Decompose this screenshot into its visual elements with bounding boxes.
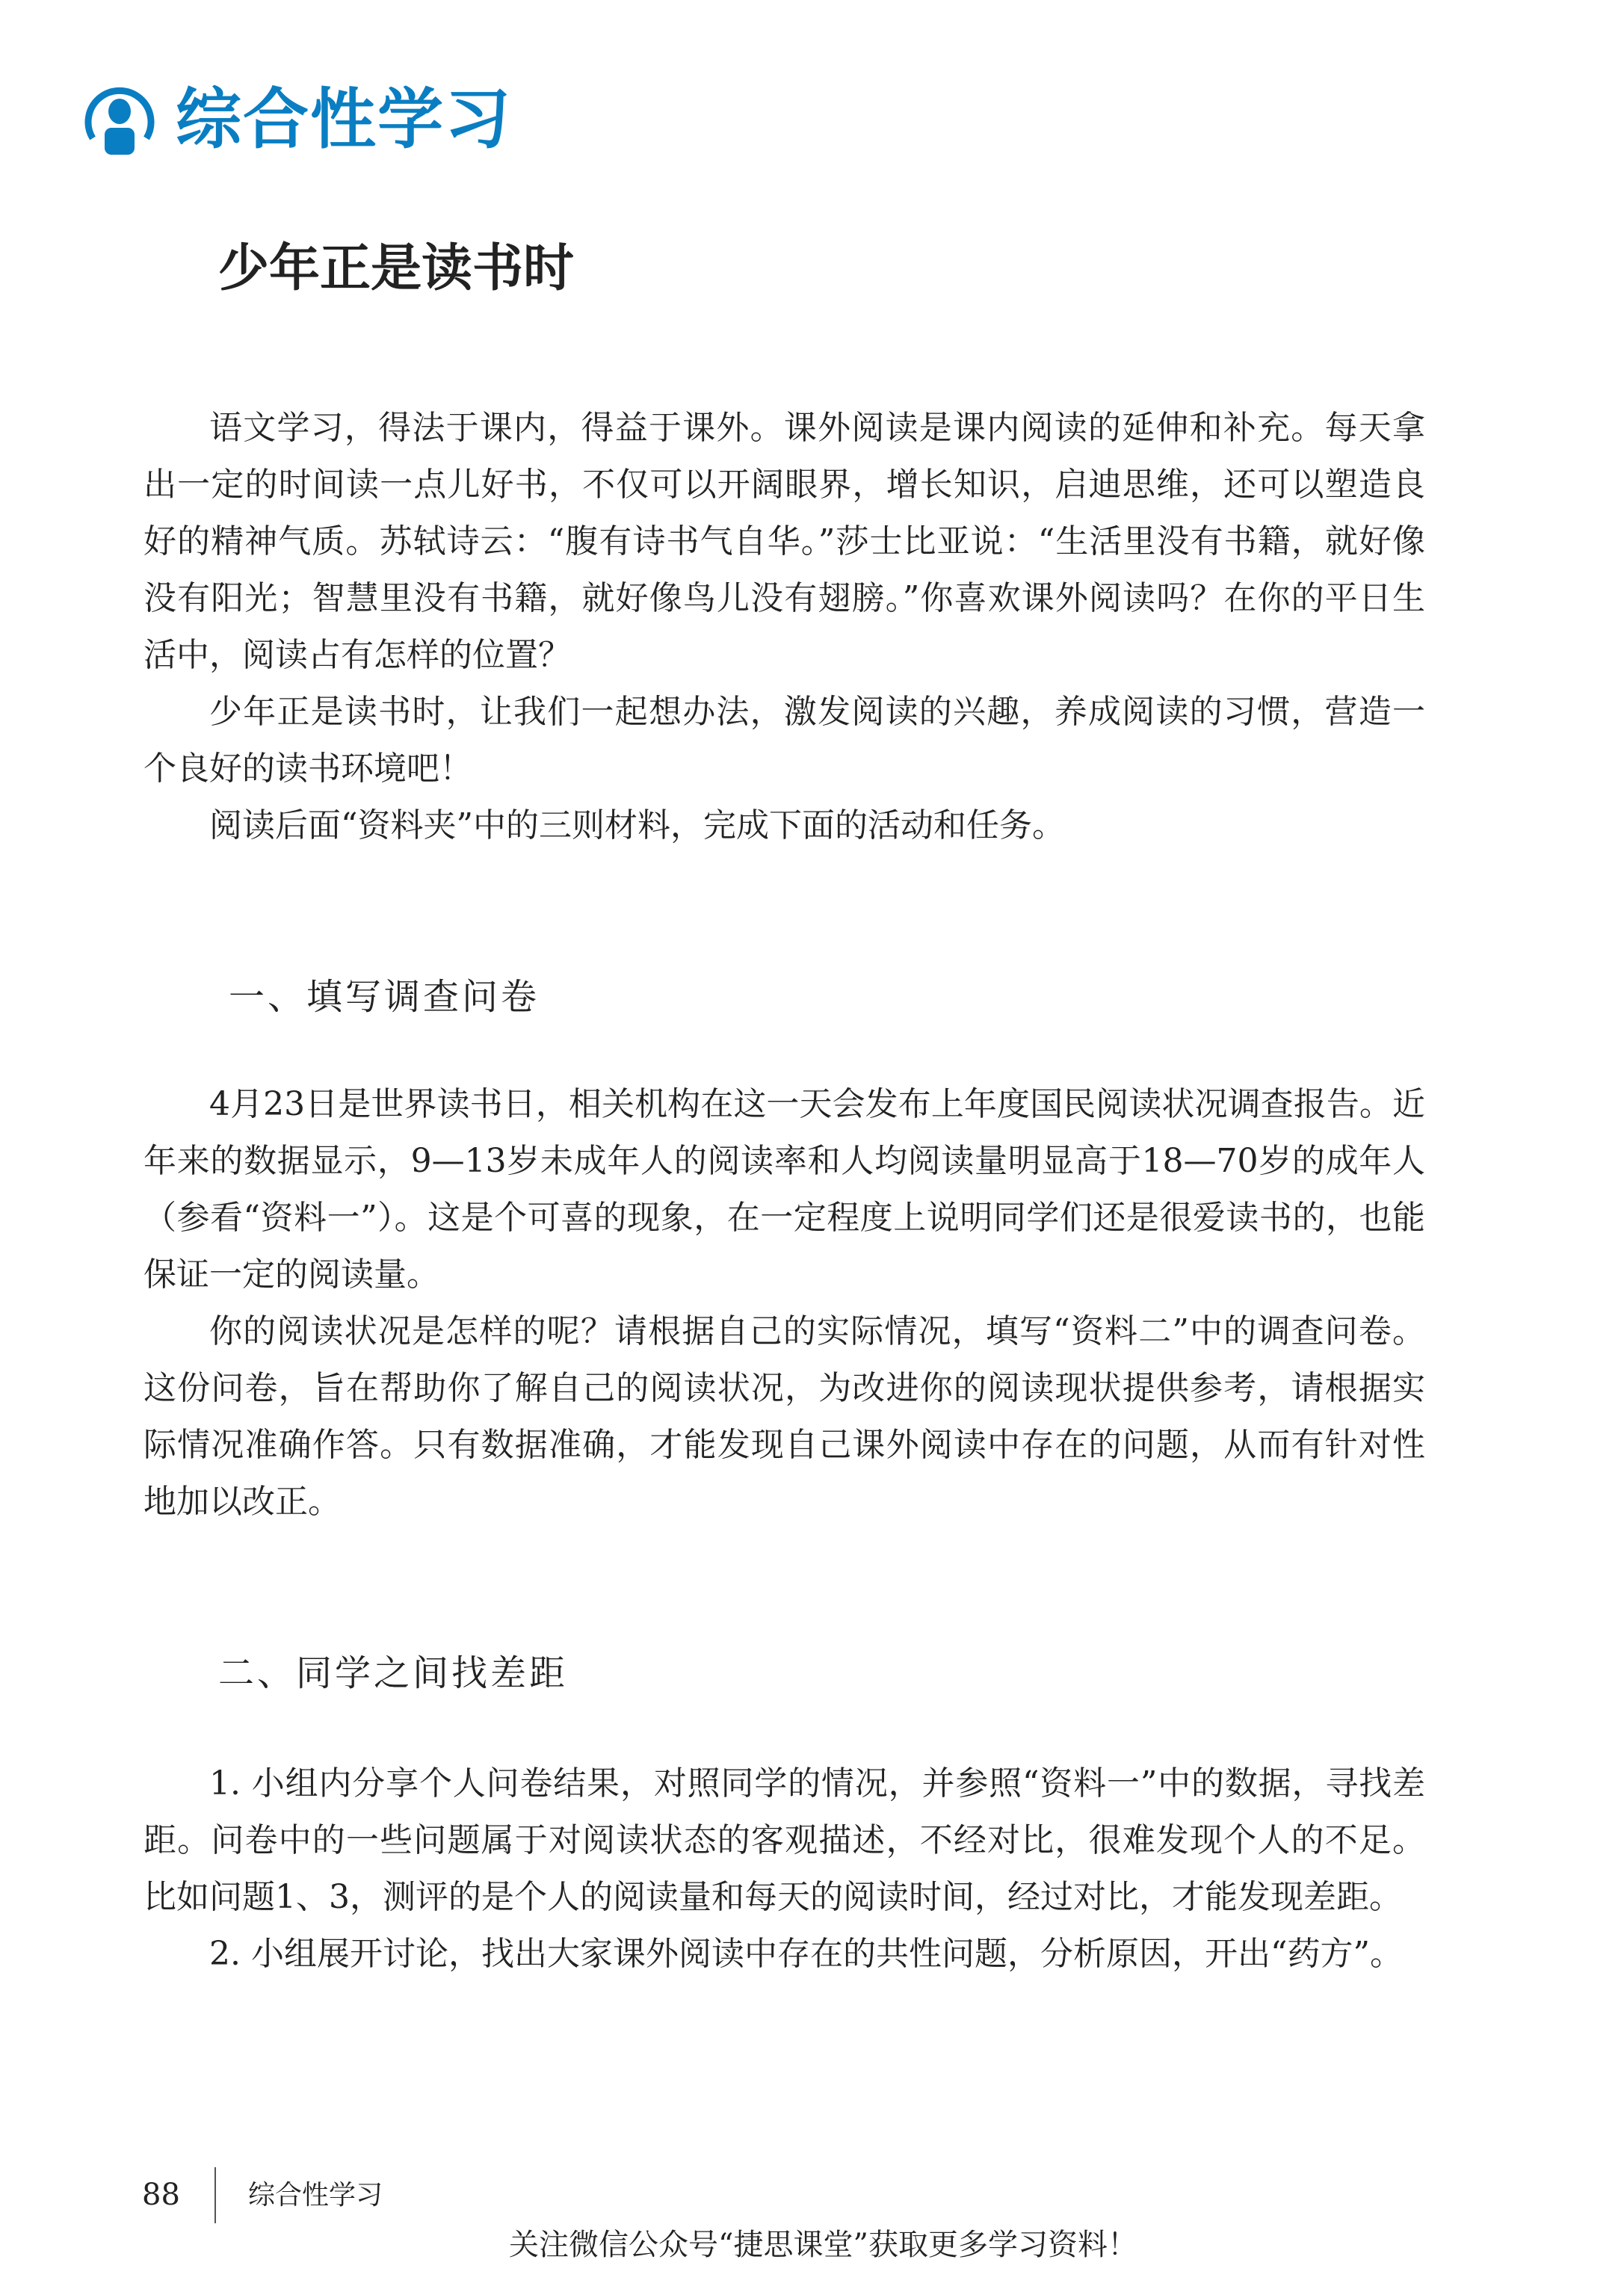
section-heading: 一、填写调查问卷 — [229, 976, 540, 1018]
paragraph: 阅读后面“资料夹”中的三则材料，完成下面的活动和任务。 — [209, 806, 1065, 844]
section2-text — [143, 1755, 1425, 1983]
footer-divider — [214, 2167, 216, 2223]
paragraph: 4月23日是世界读书日，相关机构在这一天会发布上年度国民阅读状况调查报告。近年来的数据显示，9—13岁未成年人的阅读率和人均阅读量明显高于18—70岁的成年人（参看“资料一”）。这是个可喜的现象，在一定程度上说明同学们还是很爱读书的，也能保证一定的阅读量。 — [143, 1085, 1425, 1294]
promo-text: 关注微信公众号“捷思课堂”获取更多学习资料！ — [509, 2228, 1137, 2262]
paragraph: 1. 小组内分享个人问卷结果，对照同学的情况，并参照“资料一”中的数据，寻找差距。问卷中的一些问题属于对阅读状态的客观描述，不经对比，很难发现个人的不足。比如问题1、3，测评的是个人的阅读量和每天的阅读时间，经过对比，才能发现差距。 — [143, 1764, 1425, 1916]
person-icon — [82, 84, 157, 159]
footer-promo — [0, 2225, 1624, 2264]
lesson-title: 少年正是读书时 — [218, 239, 575, 298]
footer-section: 综合性学习 — [248, 2180, 383, 2211]
page-number: 88 — [142, 2178, 180, 2212]
paragraph: 语文学习，得法于课内，得益于课外。课外阅读是课内阅读的延伸和补充。每天拿出一定的时间读一点儿好书，不仅可以开阔眼界，增长知识，启迪思维，还可以塑造良好的精神气质。苏轼诗云：“腹有诗书气自华。”莎士比亚说：“生活里没有书籍，就好像没有阳光；智慧里没有书籍，就好像鸟儿没有翅膀。”你喜欢课外阅读吗？在你的平日生活中，阅读占有怎样的位置？ — [143, 409, 1425, 674]
section1-text — [143, 1076, 1425, 1530]
paragraph: 2. 小组展开讨论，找出大家课外阅读中存在的共性问题，分析原因，开出“药方”。 — [209, 1935, 1403, 1973]
paragraph: 你的阅读状况是怎样的呢？请根据自己的实际情况，填写“资料二”中的调查问卷。这份问卷，旨在帮助你了解自己的阅读状况，为改进你的阅读现状提供参考，请根据实际情况准确作答。只有数据准确，才能发现自己课外阅读中存在的问题，从而有针对性地加以改正。 — [143, 1312, 1425, 1521]
paragraph: 少年正是读书时，让我们一起想办法，激发阅读的兴趣，养成阅读的习惯，营造一个良好的读书环境吧！ — [143, 693, 1425, 788]
chapter-title: 综合性学习 — [176, 81, 513, 158]
intro-text — [143, 400, 1425, 854]
section-heading: 二、同学之间找差距 — [218, 1652, 569, 1694]
